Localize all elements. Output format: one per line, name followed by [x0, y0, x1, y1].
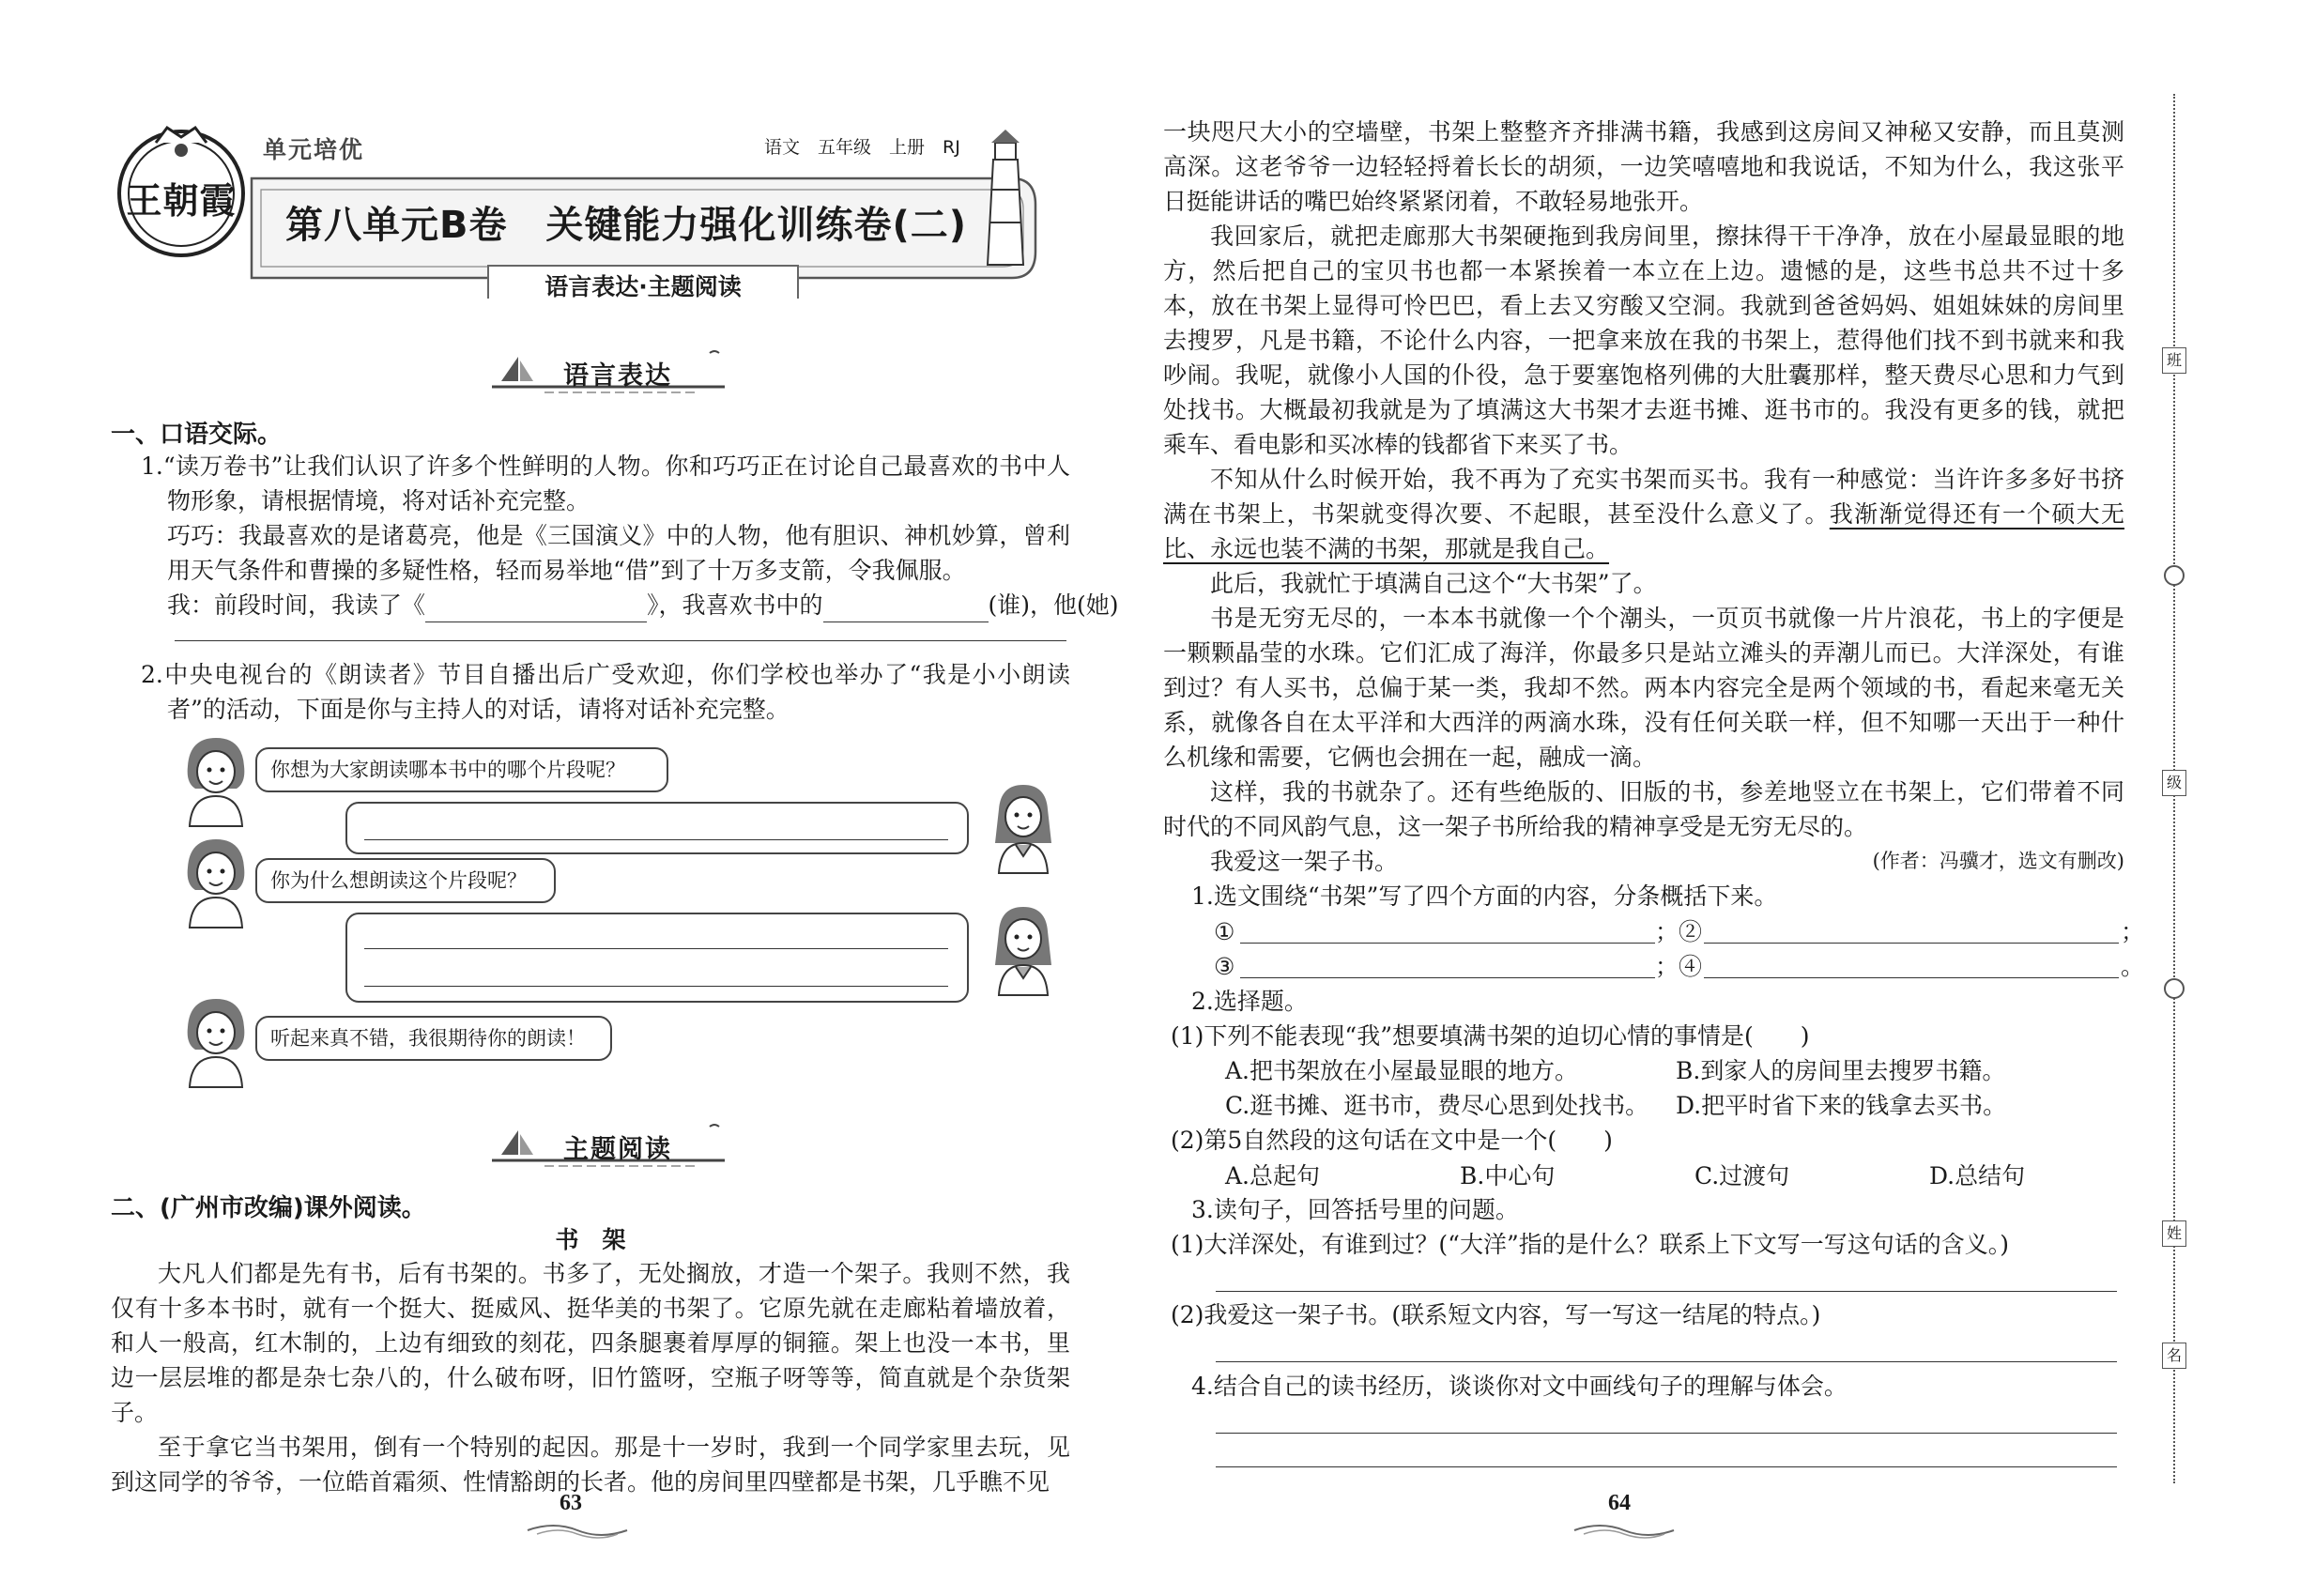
rq3-2-text: (2)我爱这一架子书。(联系短文内容，写一写这一结尾的特点。) — [1171, 1301, 1821, 1328]
passage-paragraph-4a: 不知从什么时候开始，我不再为了充实书架而买书。我有一种感觉：当许许多多好书挤满在书架上，书架就变得次要、不起眼，甚至没什么意义了。 — [1163, 466, 2124, 528]
underlined-sentence: 我渐渐觉得还有一个硕大无比、永远也装不满的书架，那就是我自己。 — [1163, 500, 2124, 562]
section-title-reading-text: 主题阅读 — [563, 1135, 672, 1164]
host-avatar-icon — [178, 836, 253, 929]
rq2-1-text: (1)下列不能表现“我”想要填满书架的迫切心情的事情是( ) — [1171, 1022, 1810, 1050]
q1-2-text: 2.中央电视台的《朗读者》节目自播出后广受欢迎，你们学校也举办了“我是小小朗读者”的活动，下面是你与主持人的对话，请将对话补充完整。 — [141, 661, 1070, 723]
q1-1-block — [141, 449, 1119, 622]
margin-label-surname: 姓 — [2162, 1220, 2186, 1247]
binding-margin — [2145, 94, 2201, 1502]
answer-line-q4-a[interactable] — [1216, 1433, 2117, 1434]
section-title-language-text: 语言表达 — [563, 361, 672, 391]
page-title: 第八单元B卷 关键能力强化训练卷(二) — [285, 204, 968, 247]
mark-3: ③ — [1214, 953, 1235, 980]
header-meta: 语文 五年级 上册 RJ — [764, 137, 960, 158]
margin-label-name: 名 — [2162, 1343, 2186, 1369]
margin-label-grade: 级 — [2162, 770, 2186, 796]
q1-1-qiaoqiao: 巧巧：我最喜欢的是诸葛亮，他是《三国演义》中的人物，他有胆识、神机妙算，曾利用天气条件和曹操的多疑性格，轻而易举地“借”到了十万多支箭，令我佩服。 — [167, 522, 1070, 584]
passage-paragraph-cont: 一块咫尺大小的空墙壁，书架上整整齐齐排满书籍，我感到这房间又神秘又安静，而且莫测高深。这老爷爷一边轻轻捋着长长的胡须，一边笑嘻嘻地和我说话，不知为什么，我这张平日挺能讲话的嘴巴始终紧紧闭着，不敢轻易地张开。 — [1163, 118, 2124, 215]
passage-paragraph-3: 我回家后，就把走廊那大书架硬拖到我房间里，擦抹得干干净净，放在小屋最显眼的地方，然后把自己的宝贝书也都一本紧挨着一本立在上边。遗憾的是，这些书总共不过十多本，放在书架上显得可怜巴巴，看上去又穷酸又空洞。我就到爸爸妈妈、姐姐妹妹的房间里去搜罗，凡是书籍，不论什么内容，一把拿来放在我的书架上，惹得他们找不到书就来和我吵闹。我呢，就像小人国的仆役，急于要塞饱格列佛的大肚囊那样，整天费尽心思和力气到处找书。大概最初我就是为了填满这大书架才去逛书摊、逛书市的。我没有更多的钱，就把乘车、看电影和买冰棒的钱都省下来买了书。 — [1163, 223, 2124, 458]
q2-heading: 二、(广州市改编)课外阅读。 — [111, 1194, 426, 1222]
header-banner — [111, 111, 1050, 299]
rq3-1-text: (1)大洋深处，有谁到过？(“大洋”指的是什么？联系上下文写一写这句话的含义。) — [1171, 1231, 2009, 1258]
rq2-2-option-a[interactable]: A.总起句 — [1225, 1162, 1321, 1189]
rq3-text: 3.读句子，回答括号里的问题。 — [1191, 1196, 1519, 1223]
q1-1-me-a: 我：前段时间，我读了《 — [167, 591, 426, 619]
character-blank[interactable] — [823, 597, 989, 622]
q1-1-me-b: 》，我喜欢书中的 — [647, 591, 823, 619]
rq2-2-text: (2)第5自然段的这句话在文中是一个( ) — [1171, 1127, 1613, 1154]
rq4-text: 4.结合自己的读书经历，谈谈你对文中画线句子的理解与体会。 — [1191, 1373, 1848, 1400]
answer-line-summary-3[interactable] — [1240, 977, 1655, 978]
passage-paragraph-8-text: 我爱这一架子书。 — [1210, 848, 1399, 875]
passage-right — [1163, 115, 2124, 879]
page-number-wave-icon — [1572, 1521, 1676, 1540]
passage-paragraph-5: 此后，我就忙于填满自己这个“大书架”了。 — [1210, 570, 1657, 597]
section-title-reading — [488, 1123, 732, 1170]
passage-paragraph-2: 至于拿它当书架用，倒有一个特别的起因。那是十一岁时，我到一个同学家里去玩，见到这同学的爷爷，一位皓首霜须、性情豁朗的长者。他的房间里四壁都是书架，几乎瞧不见 — [111, 1434, 1070, 1496]
q1-1-me-c: (谁)，他(她) — [988, 591, 1119, 619]
mark-4: ；④ — [1655, 953, 1703, 980]
passage-paragraph-1: 大凡人们都是先有书，后有书架的。书多了，无处搁放，才造一个架子。我则不然，我仅有十多本书时，就有一个挺大、挺威风、挺华美的书架了。它原先就在走廊粘着墙放着，和人一般高，红木制的，上边有细致的刻花，四条腿裹着厚厚的铜箍。架上也没一本书，里边一层层堆的都是杂七杂八的，什么破布呀，旧竹篮呀，空瓶子呀等等，简直就是个杂货架子。 — [111, 1260, 1070, 1426]
student-avatar-icon — [986, 781, 1061, 875]
dialog-bubble-2 — [255, 858, 556, 903]
binding-hole-icon — [2164, 978, 2185, 999]
passage-title: 书 架 — [555, 1226, 626, 1253]
rq2-1-option-a[interactable]: A.把书架放在小屋最显眼的地方。 — [1225, 1057, 1579, 1084]
binding-hole-icon — [2164, 565, 2185, 586]
margin-label-class: 班 — [2162, 347, 2186, 374]
dialog-text-3: 听起来真不错，我很期待你的朗读！ — [270, 1027, 586, 1050]
answer-line-summary-1[interactable] — [1240, 943, 1655, 944]
mark-2: ；② — [1655, 918, 1703, 945]
answer-line-q3-2[interactable] — [1216, 1361, 2117, 1362]
book-title-blank[interactable] — [425, 597, 647, 622]
page-number-right: 64 — [1608, 1491, 1631, 1515]
mark-sep: ； — [2121, 918, 2145, 945]
rq1-text: 1.选文围绕“书架”写了四个方面的内容，分条概括下来。 — [1191, 882, 1778, 910]
answer-line-dialog-2a[interactable] — [364, 948, 948, 949]
host-avatar-icon — [178, 995, 253, 1089]
q1-2-block — [141, 657, 1070, 727]
answer-line-q1-1[interactable] — [175, 640, 1066, 641]
host-avatar-icon — [178, 734, 253, 828]
rq2-1-option-b[interactable]: B.到家人的房间里去搜罗书籍。 — [1676, 1057, 2006, 1084]
rq1-answer-row-2 — [1214, 949, 2145, 984]
q1-1-text: 1.“读万卷书”让我们认识了许多个性鲜明的人物。你和巧巧正在讨论自己最喜欢的书中人物形象，请根据情境，将对话补充完整。 — [141, 453, 1070, 514]
answer-line-q4-b[interactable] — [1216, 1466, 2117, 1467]
answer-line-summary-4[interactable] — [1704, 977, 2119, 978]
answer-line-dialog-2b[interactable] — [364, 986, 948, 987]
passage-paragraph-8 — [1163, 844, 2124, 879]
dialog-bubble-3 — [255, 1016, 612, 1061]
answer-line-summary-2[interactable] — [1704, 943, 2119, 944]
rq2-2-option-d[interactable]: D.总结句 — [1929, 1162, 2026, 1189]
mark-end: 。 — [2121, 953, 2145, 980]
rq2-1-option-c[interactable]: C.逛书摊、逛书市，费尽心思到处找书。 — [1225, 1092, 1649, 1119]
right-page — [1150, 0, 2300, 1596]
lighthouse-icon — [973, 124, 1038, 274]
brand-seal-icon — [111, 120, 252, 261]
dialog-bubble-1 — [255, 747, 668, 792]
page-number-wave-icon — [526, 1521, 629, 1540]
passage-paragraph-7: 这样，我的书就杂了。还有些绝版的、旧版的书，参差地竖立在书架上，它们带着不同时代的不同风韵气息，这一架子书所给我的精神享受是无穷无尽的。 — [1163, 778, 2124, 840]
q1-1-me — [141, 588, 1119, 622]
rq2-2-option-b[interactable]: B.中心句 — [1460, 1162, 1556, 1189]
student-avatar-icon — [986, 903, 1061, 997]
answer-bubble-2[interactable] — [345, 913, 969, 1003]
source-note: (作者：冯骥才，选文有删改) — [1872, 850, 2124, 872]
rq2-text: 2.选择题。 — [1191, 988, 1308, 1015]
passage-left — [111, 1256, 1070, 1499]
brand-seal-text: 王朝霞 — [126, 179, 237, 222]
dialog-text-1: 你想为大家朗读哪本书中的哪个片段呢？ — [270, 759, 625, 781]
answer-line-q3-1[interactable] — [1216, 1291, 2117, 1292]
passage-paragraph-6: 书是无穷无尽的，一本本书就像一个个潮头，一页页书就像一片片浪花，书上的字便是一颗颗晶莹的水珠。它们汇成了海洋，你最多只是站立滩头的弄潮儿而已。大洋深处，有谁到过？有人买书，总偏于某一类，我却不然。两本内容完全是两个领域的书，看起来毫无关系，就像各自在太平洋和大西洋的两滴水珠，没有任何关联一样，但不知哪一天出于一种什么机缘和需要，它俩也会拥在一起，融成一滴。 — [1163, 605, 2124, 771]
passage-paragraph-4 — [1163, 462, 2124, 566]
page-subtitle: 语言表达·主题阅读 — [544, 273, 742, 300]
rq2-1-option-d[interactable]: D.把平时省下来的钱拿去买书。 — [1676, 1092, 2007, 1119]
answer-line-dialog-1[interactable] — [364, 839, 948, 840]
series-label: 单元培优 — [263, 136, 365, 163]
answer-bubble-1[interactable] — [345, 802, 969, 854]
q1-heading: 一、口语交际。 — [111, 421, 283, 449]
dialog-text-2: 你为什么想朗读这个片段呢？ — [270, 869, 527, 892]
section-title-language — [488, 349, 732, 396]
rq2-2-option-c[interactable]: C.过渡句 — [1694, 1162, 1790, 1189]
page-number-left: 63 — [560, 1491, 582, 1515]
mark-1: ① — [1214, 918, 1235, 945]
rq1-answer-row-1 — [1214, 914, 2145, 949]
